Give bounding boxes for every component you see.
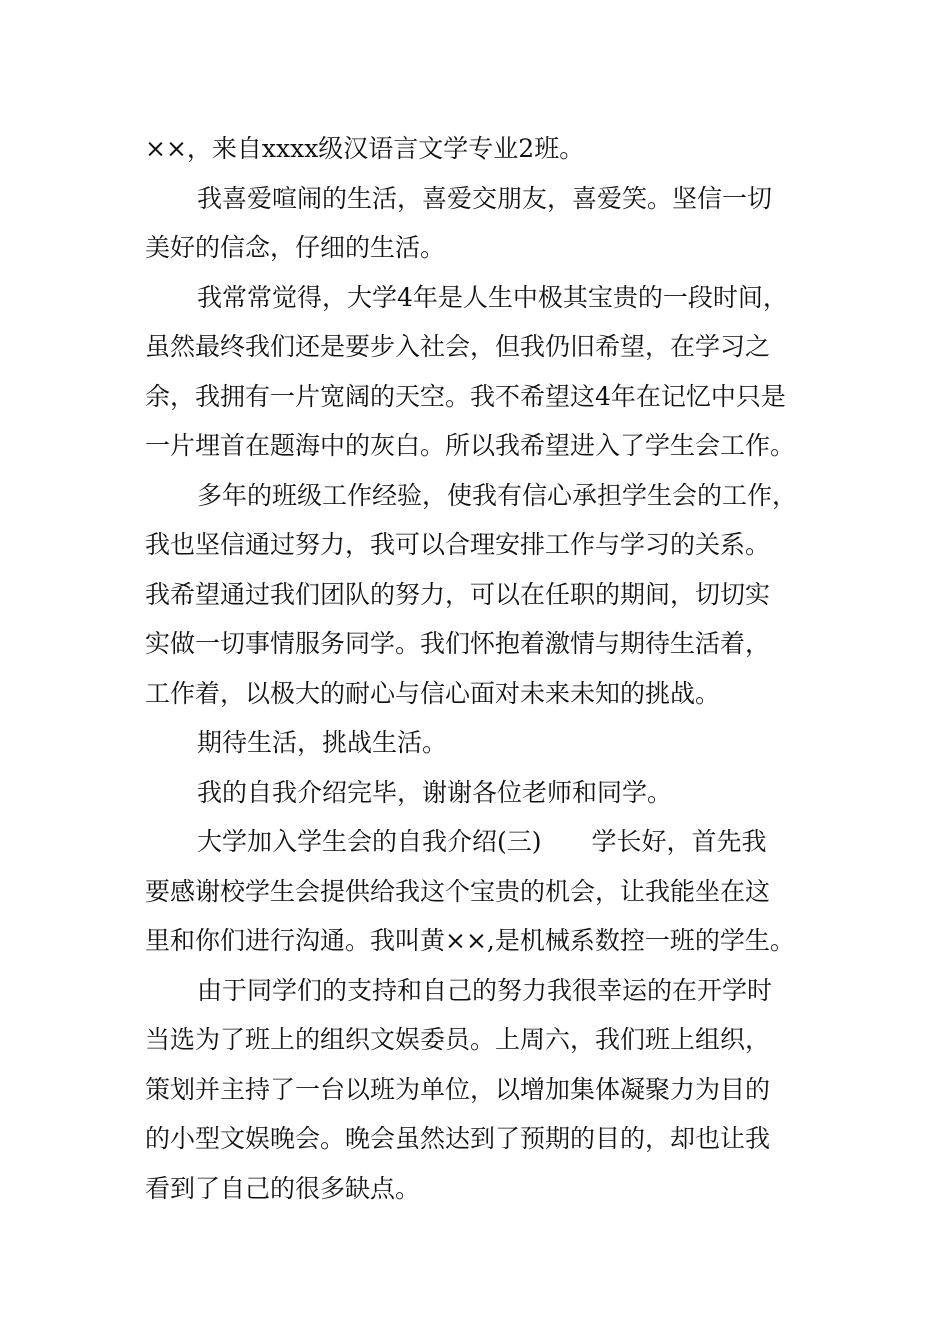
document-body	[145, 124, 825, 1213]
text-line: 当选为了班上的组织文娱委员。上周六，我们班上组织，	[145, 1025, 771, 1054]
text-line: 的小型文娱晚会。晚会虽然达到了预期的目的，却也让我	[145, 1124, 771, 1153]
text-line: 一片埋首在题海中的灰白。所以我希望进入了学生会工作。	[145, 431, 796, 460]
text-line: 美好的信念，仔细的生活。	[145, 233, 446, 262]
section-heading-line: 大学加入学生会的自我介绍(三) 学长好，首先我	[197, 827, 767, 856]
text-line: 由于同学们的支持和自己的努力我很幸运的在开学时	[197, 975, 773, 1005]
text-line: 我希望通过我们团队的努力，可以在任职的期间，切切实	[145, 579, 771, 609]
text-line: 要感谢校学生会提供给我这个宝贵的机会，让我能坐在这	[145, 876, 771, 906]
text-line: 多年的班级工作经验，使我有信心承担学生会的工作，	[197, 480, 798, 510]
text-line: 策划并主持了一台以班为单位，以增加集体凝聚力为目的	[145, 1074, 771, 1104]
text-line: 虽然最终我们还是要步入社会，但我仍旧希望，在学习之	[145, 332, 771, 361]
text-line: 我的自我介绍完毕，谢谢各位老师和同学。	[197, 777, 673, 807]
text-line: 我也坚信通过努力，我可以合理安排工作与学习的关系。	[145, 530, 771, 559]
text-line: 我常常觉得，大学4年是人生中极其宝贵的一段时间，	[197, 282, 788, 312]
text-line: 实做一切事情服务同学。我们怀抱着激情与期待生活着，	[145, 629, 771, 658]
text-line: 我喜爱喧闹的生活，喜爱交朋友，喜爱笑。坚信一切	[197, 183, 773, 213]
text-line: 看到了自己的很多缺点。	[145, 1173, 421, 1203]
text-line: 工作着，以极大的耐心与信心面对未来未知的挑战。	[145, 678, 721, 708]
text-line: 余，我拥有一片宽阔的天空。我不希望这4年在记忆中只是	[145, 381, 786, 411]
text-line: 期待生活，挑战生活。	[197, 728, 448, 757]
text-line: ××，来自xxxx级汉语言文学专业2班。	[145, 134, 585, 163]
text-line: 里和你们进行沟通。我叫黄××,是机械系数控一班的学生。	[145, 926, 795, 955]
